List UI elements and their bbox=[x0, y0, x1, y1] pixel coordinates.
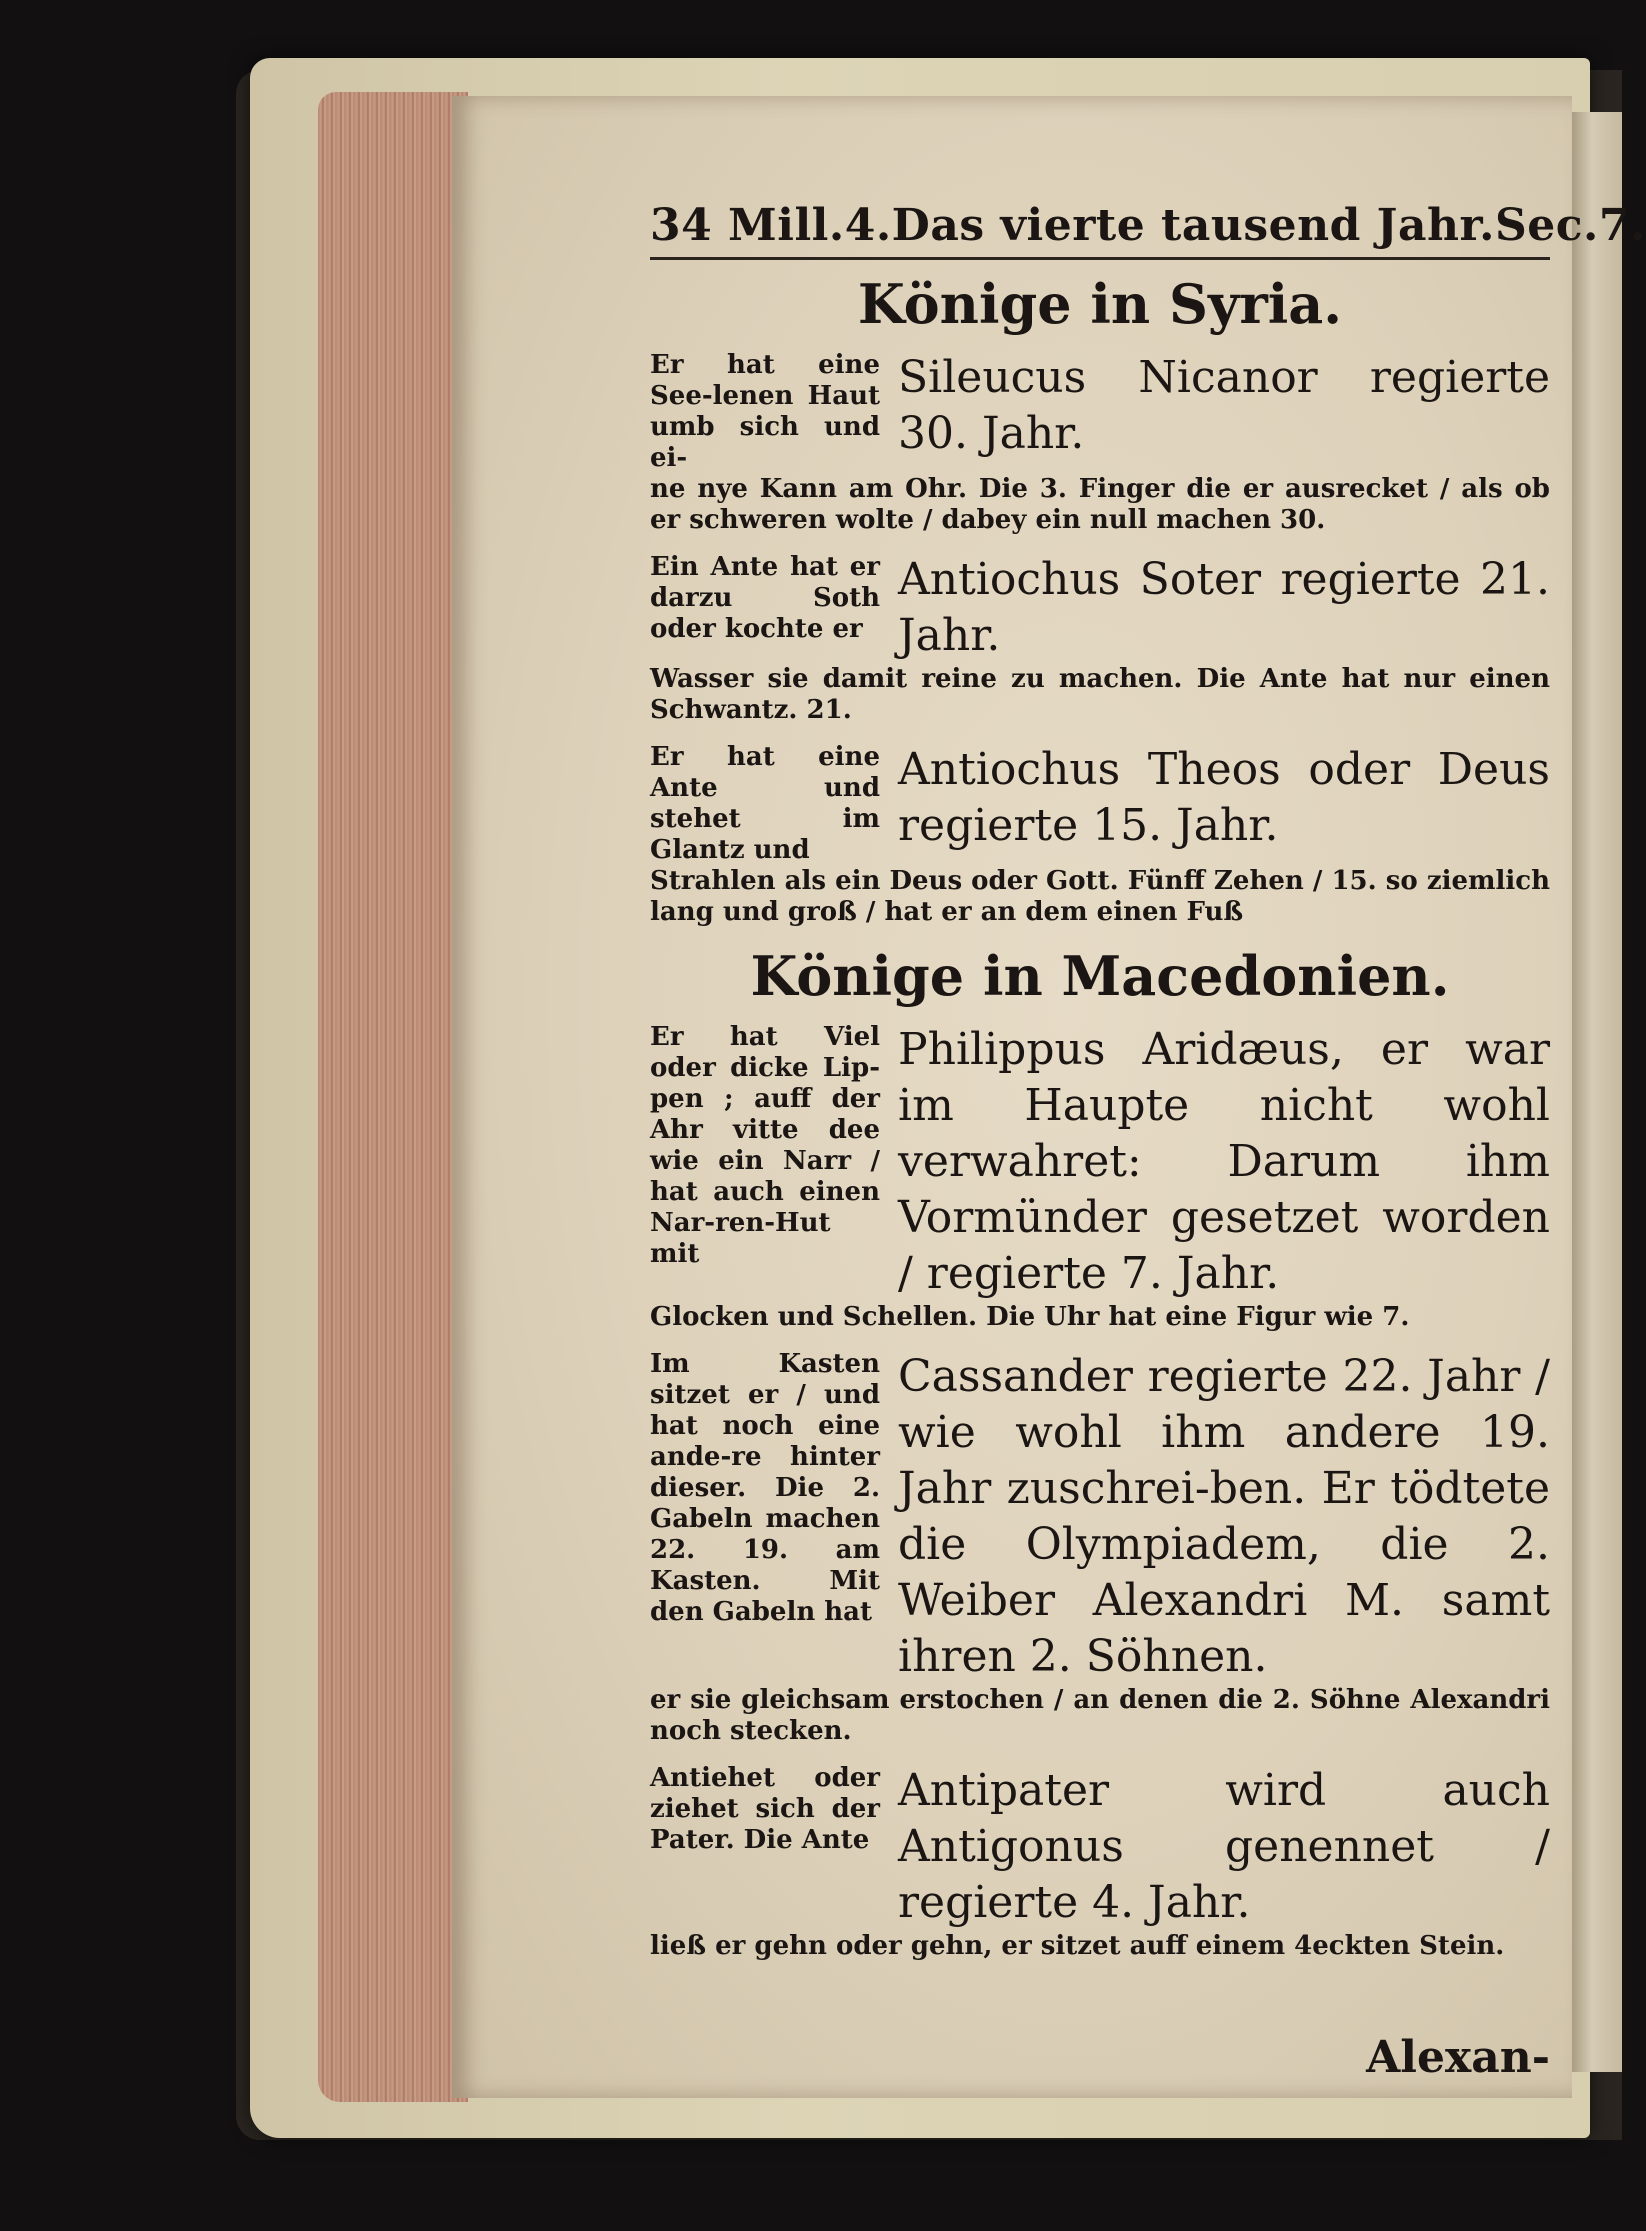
side-note: Er hat Viel oder dicke Lip-pen ; auff der Ahr vitte dee wie ein Narr / hat auch einen Nar-ren-Hut mit bbox=[650, 1022, 880, 1269]
page-content bbox=[650, 200, 1646, 2083]
page-number: 34 Mill.4. bbox=[650, 200, 892, 251]
facing-page-edge bbox=[1572, 112, 1622, 2072]
entry bbox=[650, 350, 1550, 536]
side-note-continuation: Glocken und Schellen. Die Uhr hat eine Figur wie 7. bbox=[650, 1302, 1410, 1332]
side-note: Antiehet oder ziehet sich der Pater. Die Ante bbox=[650, 1763, 880, 1855]
side-note: Er hat eine Ante und stehet im Glantz und bbox=[650, 742, 880, 865]
entry-text: Sileucus Nicanor regierte 30. Jahr. bbox=[898, 352, 1550, 459]
section-number: Sec.7. bbox=[1494, 200, 1646, 251]
catchword: Alexan- bbox=[1366, 2032, 1550, 2083]
side-note-continuation: ne nye Kann am Ohr. Die 3. Finger die er ausrecket / als ob er schweren wolte / dabey ein null machen 30. bbox=[650, 474, 1550, 535]
section-title: Könige in Macedonien. bbox=[750, 944, 1450, 1008]
side-note: Ein Ante hat er darzu Soth oder kochte er bbox=[650, 552, 880, 644]
section-title: Könige in Syria. bbox=[857, 272, 1343, 336]
chapter-title: Das vierte tausend Jahr. bbox=[891, 200, 1495, 251]
entry-text: Philippus Aridæus, er war im Haupte nicht wohl verwahret: Darum ihm Vormünder gesetzet worden / regierte 7. Jahr. bbox=[898, 1024, 1550, 1299]
side-note-continuation: er sie gleichsam erstochen / an denen die 2. Söhne Alexandri noch stecken. bbox=[650, 1685, 1550, 1746]
entry bbox=[650, 1022, 1550, 1333]
entry-text: Antipater wird auch Antigonus genennet / regierte 4. Jahr. bbox=[898, 1765, 1550, 1928]
page-edges bbox=[318, 92, 468, 2102]
side-note-continuation: ließ er gehn oder gehn, er sitzet auff einem 4eckten Stein. bbox=[650, 1931, 1505, 1961]
running-head bbox=[650, 200, 1646, 260]
entry bbox=[650, 552, 1550, 726]
entry-text: Cassander regierte 22. Jahr / wie wohl ihm andere 19. Jahr zuschrei-ben. Er tödtete die Olympiadem, die 2. Weiber Alexandri M. samt ihren 2. Söhnen. bbox=[898, 1351, 1550, 1682]
entry-text: Antiochus Soter regierte 21. Jahr. bbox=[898, 554, 1550, 661]
side-note-continuation: Wasser sie damit reine zu machen. Die Ante hat nur einen Schwantz. 21. bbox=[650, 664, 1550, 725]
entry-text: Antiochus Theos oder Deus regierte 15. Jahr. bbox=[898, 744, 1550, 851]
side-note: Er hat eine See-lenen Haut umb sich und ei- bbox=[650, 350, 880, 473]
entry bbox=[650, 1349, 1550, 1747]
entry bbox=[650, 1763, 1550, 1962]
entry bbox=[650, 742, 1550, 928]
side-note: Im Kasten sitzet er / und hat noch eine ande-re hinter dieser. Die 2. Gabeln machen 22. 19. am Kasten. Mit den Gabeln hat bbox=[650, 1349, 880, 1627]
side-note-continuation: Strahlen als ein Deus oder Gott. Fünff Zehen / 15. so ziemlich lang und groß / hat er an dem einen Fuß bbox=[650, 866, 1550, 927]
